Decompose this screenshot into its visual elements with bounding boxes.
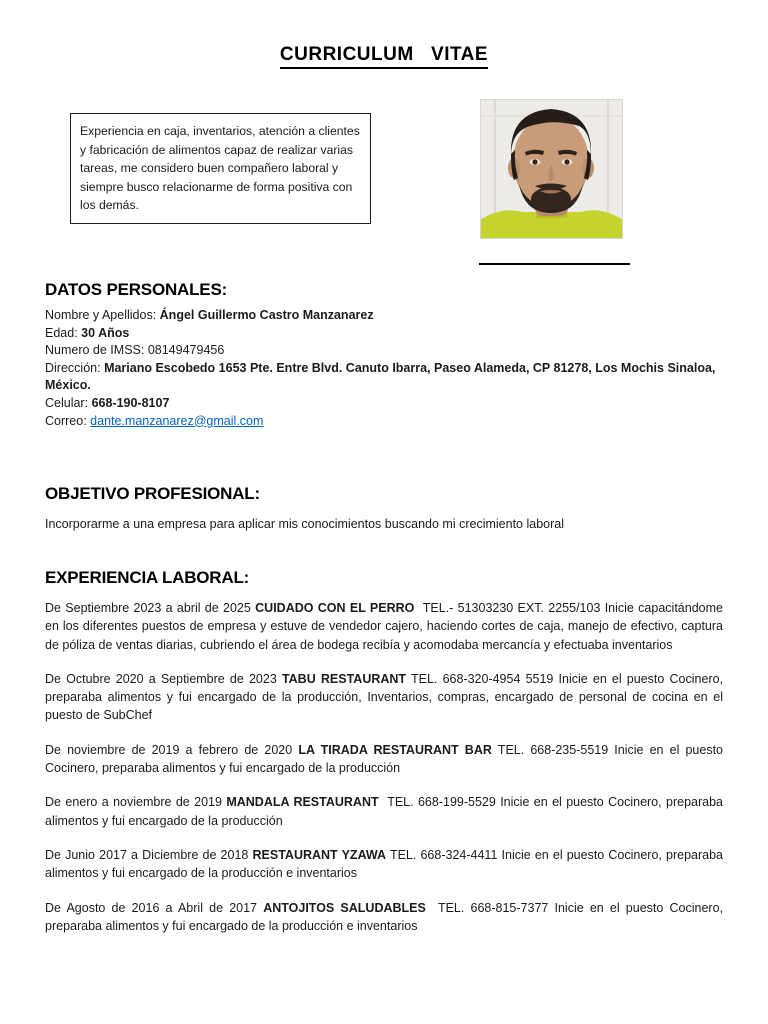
job-entry xyxy=(45,670,723,725)
portrait-photo-illustration xyxy=(481,100,622,238)
summary-box xyxy=(70,113,371,224)
experience-list xyxy=(45,599,723,951)
field-row-edad xyxy=(45,325,723,343)
job-company: CUIDADO CON EL PERRO xyxy=(255,601,415,615)
job-period: De Octubre 2020 a Septiembre de 2023 xyxy=(45,671,277,686)
section-heading-datos-personales: DATOS PERSONALES: xyxy=(45,280,228,299)
field-value: 668-190-8107 xyxy=(91,395,170,410)
personal-data-list xyxy=(45,307,723,430)
summary-text: Experiencia en caja, inventarios, atención a clientes y fabricación de alimentos capaz de realizar varias tareas, me considero buen compañero laboral y siempre busco relacionarme de forma positiva con los demás. xyxy=(80,124,360,213)
field-value: 08149479456 xyxy=(147,343,225,358)
field-row-correo xyxy=(45,413,723,431)
email-link[interactable]: dante.manzanarez@gmail.com xyxy=(90,413,264,428)
section-heading-objetivo-profesional: OBJETIVO PROFESIONAL: xyxy=(45,484,260,503)
job-company: RESTAURANT YZAWA xyxy=(252,847,387,862)
job-entry xyxy=(45,793,723,830)
section-heading-experiencia-laboral: EXPERIENCIA LABORAL: xyxy=(45,568,250,587)
job-details: TEL. 668-235-5519 Inicie en el puesto Cocinero, preparaba alimentos y fui encargado de la producción xyxy=(45,742,724,776)
job-company: LA TIRADA RESTAURANT BAR xyxy=(298,742,492,757)
job-entry xyxy=(45,599,723,654)
job-period: De Agosto de 2016 a Abril de 2017 xyxy=(45,900,258,915)
job-period: De Septiembre 2023 a abril de 2025 xyxy=(45,601,251,615)
job-details: TEL.- 51303230 EXT. 2255/103 Inicie capacitándome en los diferentes puestos de empresa y estuve de vendedor cajero, haciendo cortes de caja, manejo de efectivo, captura de póliza de ventas diarias, cubriendo el área de bodega recibía y acomodaba mercancía y efectuaba inventarios xyxy=(45,601,723,652)
field-value: Mariano Escobedo 1653 Pte. Entre Blvd. Canuto Ibarra, Paseo Alameda, CP 81278, Los Mochis Sinaloa, México. xyxy=(45,360,716,393)
field-label: Dirección: xyxy=(45,360,101,375)
field-label: Nombre y Apellidos: xyxy=(45,308,157,322)
job-entry xyxy=(45,846,723,883)
portrait-photo xyxy=(481,100,622,238)
field-row-imss xyxy=(45,342,723,360)
field-label: Celular: xyxy=(45,395,89,410)
field-value: 30 Años xyxy=(81,325,130,340)
job-period: De Junio 2017 a Diciembre de 2018 xyxy=(45,847,249,862)
field-label: Numero de IMSS: xyxy=(45,343,145,358)
field-row-direccion xyxy=(45,360,723,395)
job-details: TEL. 668-324-4411 Inicie en el puesto Cocinero, preparaba alimentos y fui encargado de la producción e inventarios xyxy=(45,847,723,881)
field-label: Edad: xyxy=(45,325,78,340)
job-details: TEL. 668-815-7377 Inicie en el puesto Cocinero, preparaba alimentos y fui encargado de la producción e inventarios xyxy=(45,900,723,933)
job-company: MANDALA RESTAURANT xyxy=(226,795,379,810)
field-row-nombre xyxy=(45,307,723,325)
job-details: TEL. 668-199-5529 Inicie en el puesto Cocinero, preparaba alimentos y fui encargado de la producción xyxy=(45,795,723,828)
job-period: De enero a noviembre de 2019 xyxy=(45,795,222,810)
field-label: Correo: xyxy=(45,413,87,428)
field-value: Ángel Guillermo Castro Manzanarez xyxy=(159,308,374,322)
page-title xyxy=(0,44,768,69)
job-company: ANTOJITOS SALUDABLES xyxy=(263,900,426,915)
page-title-text: CURRICULUM VITAE xyxy=(280,44,488,69)
objetivo-text: Incorporarme a una empresa para aplicar mis conocimientos buscando mi crecimiento laboral xyxy=(45,517,564,531)
job-entry xyxy=(45,741,723,778)
job-entry xyxy=(45,899,723,936)
field-row-celular xyxy=(45,395,723,413)
job-period: De noviembre de 2019 a febrero de 2020 xyxy=(45,742,293,757)
job-details: TEL. 668-320-4954 5519 Inicie en el puesto Cocinero, preparaba alimentos y fui encargado de la producción, Inventarios, compras, encargado de personal de cocina en el puesto de SubChef xyxy=(45,671,723,723)
job-company: TABU RESTAURANT xyxy=(281,671,407,686)
signature-line xyxy=(479,263,630,265)
